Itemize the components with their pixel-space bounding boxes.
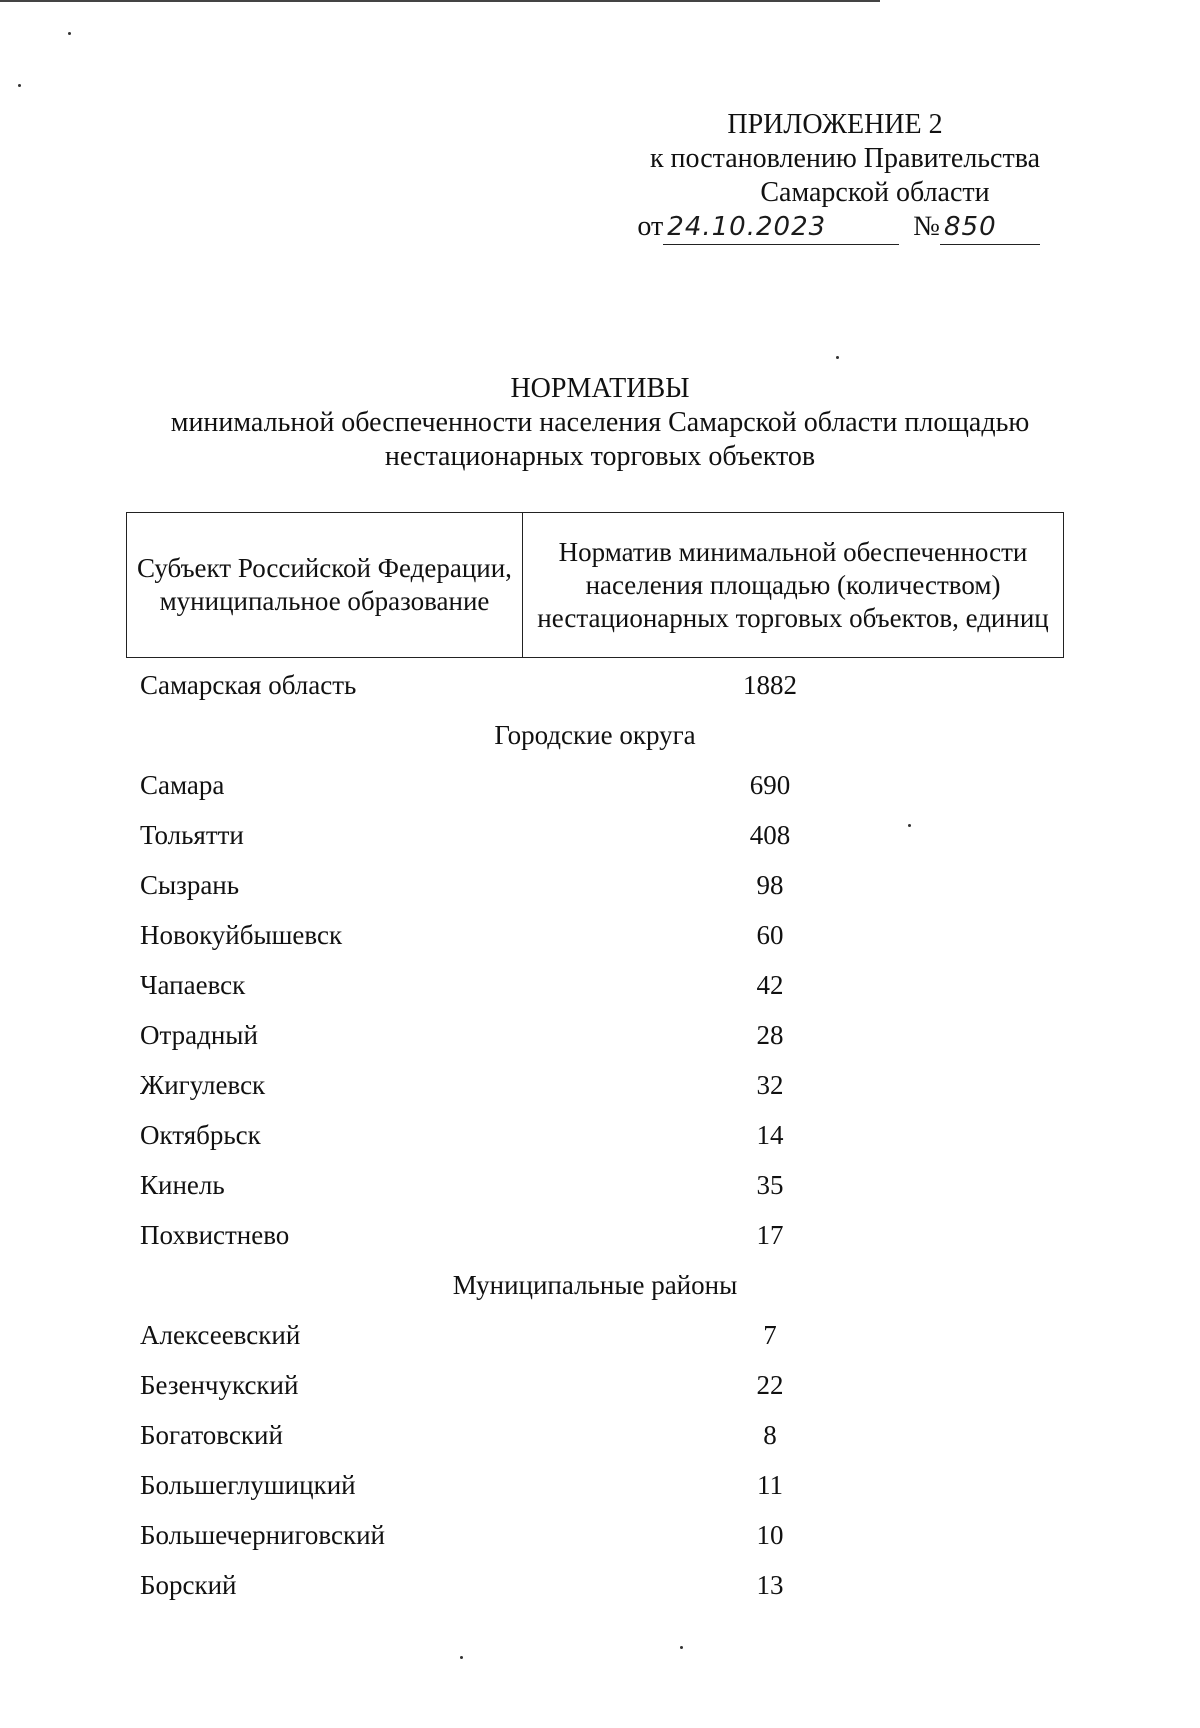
scan-speck — [908, 824, 911, 827]
section-urban-districts: Городские округа — [494, 719, 696, 750]
row-name: Жигулевск — [140, 1069, 266, 1100]
table-row — [126, 1560, 1064, 1610]
row-name: Безенчукский — [140, 1369, 299, 1400]
row-value: 17 — [756, 1219, 784, 1250]
scan-speck — [18, 84, 21, 87]
row-value: 42 — [756, 969, 784, 1000]
heading-line2: нестационарных торговых объектов — [384, 441, 816, 472]
appendix-block — [630, 108, 1040, 245]
scan-speck — [680, 1646, 683, 1649]
row-value: 11 — [757, 1469, 783, 1500]
row-value: 690 — [749, 769, 791, 800]
handwritten-number: 850 — [944, 212, 997, 242]
handwritten-date: 24.10.2023 — [667, 212, 827, 242]
table-row — [126, 760, 1064, 810]
appendix-line1: к постановлению Правительства — [649, 143, 1040, 174]
row-name: Сызрань — [140, 869, 240, 900]
heading-title: НОРМАТИВЫ — [510, 373, 690, 404]
row-name: Самарская область — [140, 669, 357, 700]
row-name: Большеглушицкий — [140, 1469, 356, 1500]
row-value: 35 — [756, 1169, 784, 1200]
row-value: 13 — [756, 1569, 784, 1600]
column-header-norm: Норматив минимальной обеспеченности населения площадью (количеством) нестационарных торговых объектов, единиц — [537, 536, 1049, 633]
scan-speck — [68, 32, 71, 35]
row-value: 28 — [756, 1019, 784, 1050]
date-number-line — [630, 210, 1040, 245]
section-municipal-districts: Муниципальные районы — [452, 1269, 738, 1300]
table-body — [126, 660, 1064, 1610]
document-heading — [140, 372, 1060, 474]
row-name: Отрадный — [140, 1019, 258, 1050]
table-row — [126, 1460, 1064, 1510]
row-value: 10 — [756, 1519, 784, 1550]
heading-line1: минимальной обеспеченности населения Самарской области площадью — [170, 407, 1030, 438]
date-field — [663, 210, 899, 245]
table-row — [126, 1160, 1064, 1210]
table-row — [126, 1010, 1064, 1060]
table-row — [126, 810, 1064, 860]
row-name: Самара — [140, 769, 225, 800]
urban-rows — [126, 760, 1064, 1260]
row-name: Алексеевский — [140, 1319, 301, 1350]
row-value: 60 — [756, 919, 784, 950]
appendix-title: ПРИЛОЖЕНИЕ 2 — [727, 109, 943, 140]
table-row — [126, 1410, 1064, 1460]
table-row — [126, 1060, 1064, 1110]
table-row — [126, 910, 1064, 960]
table-row — [126, 1110, 1064, 1160]
row-value: 98 — [756, 869, 784, 900]
number-field — [940, 210, 1040, 245]
row-name: Тольятти — [140, 819, 244, 850]
table-row — [126, 860, 1064, 910]
table-row — [126, 1360, 1064, 1410]
row-name: Кинель — [140, 1169, 225, 1200]
appendix-line2: Самарской области — [760, 177, 990, 208]
row-value: 7 — [763, 1319, 777, 1350]
table-row-total — [126, 660, 1064, 710]
row-name: Октябрьск — [140, 1119, 261, 1150]
row-value: 32 — [756, 1069, 784, 1100]
row-name: Похвистнево — [140, 1219, 290, 1250]
row-name: Борский — [140, 1569, 237, 1600]
row-value: 1882 — [743, 669, 797, 700]
row-value: 22 — [756, 1369, 784, 1400]
row-value: 8 — [763, 1419, 777, 1450]
table-row — [126, 1310, 1064, 1360]
row-value: 14 — [756, 1119, 784, 1150]
row-value: 408 — [749, 819, 791, 850]
row-name: Чапаевск — [140, 969, 246, 1000]
date-prefix: от — [637, 211, 664, 242]
column-header-entity: Субъект Российской Федерации, муниципальное образование — [127, 513, 523, 657]
table-header — [126, 512, 1064, 658]
number-prefix: № — [913, 211, 940, 242]
scan-top-edge — [0, 0, 880, 2]
row-name: Новокуйбышевск — [140, 919, 343, 950]
district-rows — [126, 1310, 1064, 1610]
row-name: Большечерниговский — [140, 1519, 385, 1550]
row-name: Богатовский — [140, 1419, 283, 1450]
table-row — [126, 1510, 1064, 1560]
table-row — [126, 960, 1064, 1010]
scan-speck — [460, 1656, 463, 1659]
table-row — [126, 1210, 1064, 1260]
scan-speck — [836, 356, 839, 359]
